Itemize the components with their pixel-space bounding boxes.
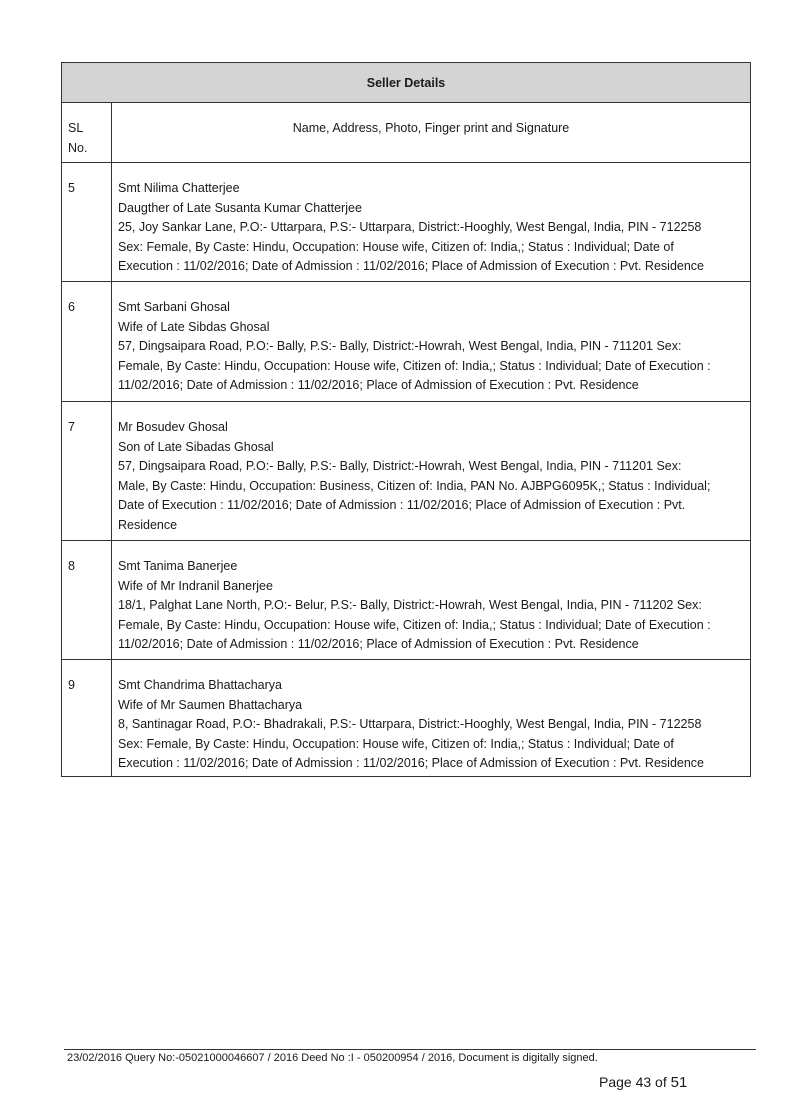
seller-name: Smt Sarbani Ghosal [118,300,230,314]
table-title: Seller Details [62,63,750,103]
seller-detail-line: 8, Santinagar Road, P.O:- Bhadrakali, P.S:- Uttarpara, District:-Hooghly, West Bengal, India, PIN - 712258 [118,717,702,732]
sl-header-line2: No. [68,140,88,155]
seller-detail-line: 11/02/2016; Date of Admission : 11/02/2016; Place of Admission of Execution : Pvt. Residence [118,378,639,393]
seller-details-table [61,62,751,777]
seller-name: Smt Tanima Banerjee [118,559,238,573]
table-row [62,282,750,402]
seller-detail-line: Residence [118,517,178,532]
seller-name: Smt Nilima Chatterjee [118,181,240,195]
seller-details [112,282,750,401]
seller-relation: Wife of Late Sibdas Ghosal [118,319,270,334]
seller-details [112,163,750,281]
seller-detail-line: Female, By Caste: Hindu, Occupation: House wife, Citizen of: India,; Status : Individual; Date of Execution : [118,358,711,373]
seller-detail-line: Sex: Female, By Caste: Hindu, Occupation: House wife, Citizen of: India,; Status : Individual; Date of [118,736,674,751]
seller-relation: Wife of Mr Saumen Bhattacharya [118,697,303,712]
table-row [62,541,750,660]
seller-details [112,541,750,659]
sl-number: 7 [62,402,112,540]
seller-relation: Son of Late Sibadas Ghosal [118,439,274,454]
seller-relation: Wife of Mr Indranil Banerjee [118,578,273,593]
details-header: Name, Address, Photo, Finger print and Signature [292,121,570,135]
table-row [62,402,750,541]
seller-details [112,660,750,776]
seller-detail-line: Execution : 11/02/2016; Date of Admission : 11/02/2016; Place of Admission of Execution : Pvt. Residence [118,756,704,771]
footer-query-info: 23/02/2016 Query No:-05021000046607 / 2016 Deed No :I - 050200954 / 2016, Document is digitally signed. [67,1052,598,1064]
seller-details [112,402,750,540]
footer-divider [64,1049,756,1050]
sl-number: 6 [62,282,112,401]
seller-name: Smt Chandrima Bhattacharya [118,678,282,692]
seller-detail-line: 25, Joy Sankar Lane, P.O:- Uttarpara, P.S:- Uttarpara, District:-Hooghly, West Bengal, India, PIN - 712258 [118,220,702,235]
seller-detail-line: 18/1, Palghat Lane North, P.O:- Belur, P.S:- Bally, District:-Howrah, West Bengal, India, PIN - 711202 Sex: [118,598,702,613]
seller-detail-line: 57, Dingsaipara Road, P.O:- Bally, P.S:- Bally, District:-Howrah, West Bengal, India, PIN - 711201 Sex: [118,459,682,474]
page-number-prefix: Page 43 of [599,1074,671,1090]
seller-name: Mr Bosudev Ghosal [118,420,228,434]
seller-detail-line: Execution : 11/02/2016; Date of Admission : 11/02/2016; Place of Admission of Execution : Pvt. Residence [118,259,704,274]
seller-detail-line: Date of Execution : 11/02/2016; Date of Admission : 11/02/2016; Place of Admission of Execution : Pvt. [118,498,686,513]
table-header-row [62,103,750,163]
sl-number: 8 [62,541,112,659]
page-number-total: 51 [670,1074,688,1091]
sl-number: 5 [62,163,112,281]
seller-detail-line: Female, By Caste: Hindu, Occupation: House wife, Citizen of: India,; Status : Individual; Date of Execution : [118,617,711,632]
seller-detail-line: Male, By Caste: Hindu, Occupation: Business, Citizen of: India, PAN No. AJBPG6095K,; Status : Individual; [118,478,711,493]
table-row [62,163,750,282]
page-number [599,1074,687,1091]
table-row [62,660,750,776]
seller-detail-line: Sex: Female, By Caste: Hindu, Occupation: House wife, Citizen of: India,; Status : Individual; Date of [118,239,674,254]
seller-detail-line: 57, Dingsaipara Road, P.O:- Bally, P.S:- Bally, District:-Howrah, West Bengal, India, PIN - 711201 Sex: [118,339,682,354]
seller-detail-line: 11/02/2016; Date of Admission : 11/02/2016; Place of Admission of Execution : Pvt. Residence [118,637,639,652]
sl-number: 9 [62,660,112,776]
sl-no-header [62,103,112,162]
sl-header-line1: SL [68,121,84,135]
seller-relation: Daugther of Late Susanta Kumar Chatterjee [118,200,362,215]
